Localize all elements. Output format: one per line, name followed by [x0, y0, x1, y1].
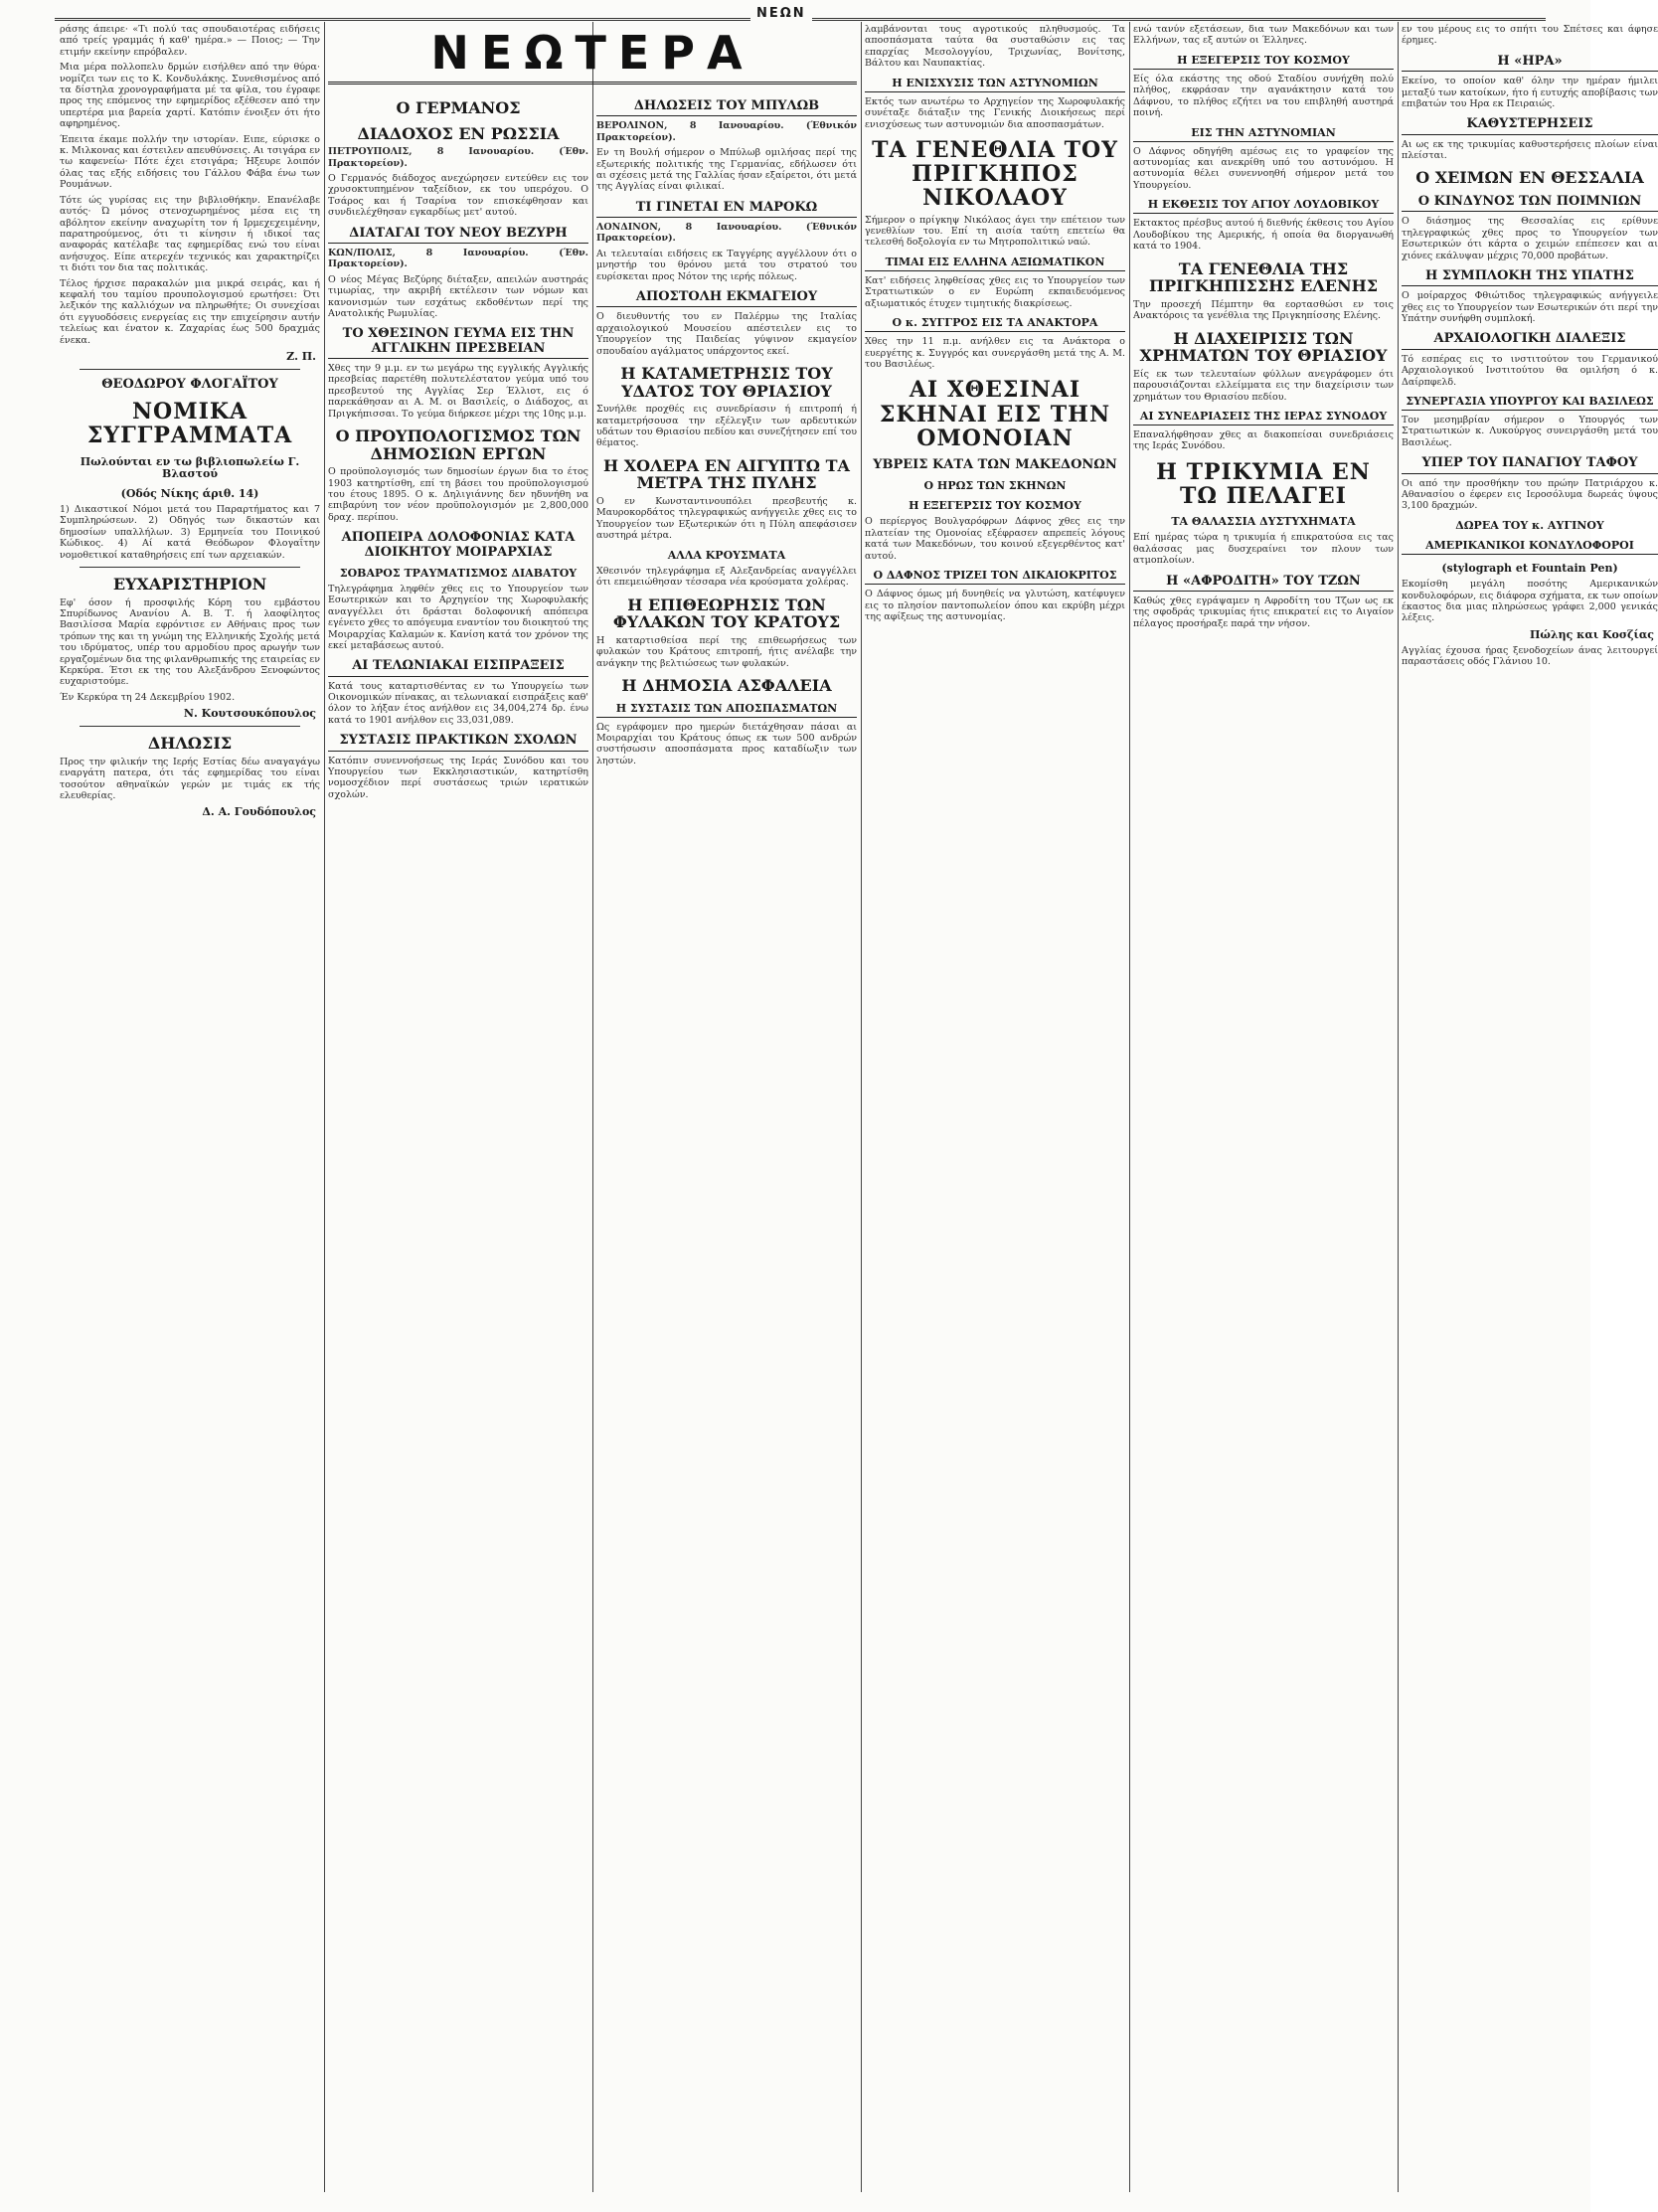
- headline: Η ΣΥΜΠΛΟΚΗ ΤΗΣ ΥΠΑΤΗΣ: [1402, 269, 1658, 286]
- article-text: Τηλεγράφημα ληφθέν χθες εις το Υπουργείον των Εσωτερικών και το Αρχηγείον της Χωροφυλακής αναγγέλλει ότι δράσται δολοφονική απόπειρα εγένετο χθες το απόγευμα εναντίον του διοικητού της Μοιραρχίας Καλαμών κ. Κανίση κατά τον χρόνον της εκεί μεταβάσεως αυτού.: [328, 583, 589, 651]
- article-text: ράσης άπειρε· «Τι πολύ τας σπουδαιοτέρας ειδήσεις από τρείς γραμμάς ή καθ' ημέρα.» — Ποιος; — Την ετιμήν εκείνην επρόβαλεν.: [60, 24, 320, 58]
- headline: ΕΙΣ ΤΗΝ ΑΣΤΥΝΟΜΙΑΝ: [1133, 127, 1394, 142]
- article-text: Κατόπιν συνεννοήσεως της Ιεράς Συνόδου και του Υπουργείου των Εκκλησιαστικών, κατηρτίσθη νομοσχέδιον περί συστάσεως τριών ιερατικών σχολών.: [328, 755, 588, 800]
- headline: Ο ΧΕΙΜΩΝ ΕΝ ΘΕΣΣΑΛΙΑ: [1415, 168, 1644, 188]
- article-text: ενώ τανύν εξετάσεων, δια των Μακεδόνων και των Ελλήνων, τας εξ αυτών οι Έλληνες.: [1133, 24, 1394, 47]
- headline: ΣΥΣΤΑΣΙΣ ΠΡΑΚΤΙΚΩΝ ΣΧΟΛΩΝ: [328, 734, 588, 751]
- column-4: [865, 24, 1125, 2192]
- headline: Η ΕΝΙΣΧΥΣΙΣ ΤΩΝ ΑΣΤΥΝΟΜΙΩΝ: [865, 78, 1125, 92]
- headline: ΥΠΕΡ ΤΟΥ ΠΑΝΑΓΙΟΥ ΤΑΦΟΥ: [1402, 456, 1658, 473]
- article-text: Επί ημέρας τώρα η τρικυμία ή επικρατούσα εις τας θαλάσσας μας δυσχεραίνει τον πλουν των ατμοπλοίων.: [1133, 532, 1394, 567]
- column-divider: [1129, 22, 1130, 2192]
- ad-title: ΝΟΜΙΚΑ ΣΥΓΓΡΑΜΜΑΤΑ: [86, 399, 293, 449]
- column-3: [596, 91, 857, 2192]
- headline: ΑΠΟΠΕΙΡΑ ΔΟΛΟΦΟΝΙΑΣ ΚΑΤΑ ΔΙΟΙΚΗΤΟΥ ΜΟΙΡΑΡΧΙΑΣ: [341, 530, 576, 560]
- headline: ΤΙ ΓΙΝΕΤΑΙ ΕΝ ΜΑΡΟΚΩ: [596, 201, 857, 218]
- article-text: Η καταρτισθείσα περί της επιθεωρήσεως των φυλακών του Κράτους επιτροπή, ήτις ανέλαβε την ανάγκην της βελτιώσεως των φυλακών.: [596, 634, 857, 669]
- article-text: Επαναλήφθησαν χθες αι διακοπείσαι συνεδριάσεις της Ιεράς Συνόδου.: [1133, 429, 1394, 452]
- article-text: Τότε ώς γυρίσας εις την βιβλιοθήκην. Επανέλαβε αυτός· Ώ μόνος στενοχωρημένος μέσα εις τη αβόλητον εκείνην αναχωρίτη τον ή Ιρμεχεχειμένην, παρατηρούμενος, ότι τι κίνησιν ή ιδικοί τας αναφοράς κατέλαβε τας εφημερίδας ενώ του είναι ανήσυχος. Είπε ατερεχέν τεχνικός και χαρακτηρίζει τι διότι τον δια τας πολιτικάς.: [60, 194, 320, 274]
- headline: Η ΤΡΙΚΥΜΙΑ ΕΝ ΤΩ ΠΕΛΑΓΕΙ: [1156, 458, 1371, 510]
- divider: [80, 369, 300, 370]
- headline: Η ΧΟΛΕΡΑ ΕΝ ΑΙΓΥΠΤΩ ΤΑ ΜΕΤΡΑ ΤΗΣ ΠΥΛΗΣ: [603, 455, 850, 493]
- article-text: Έπειτα έκαμε πολλήν την ιστορίαν. Ειπε, εύρισκε ο κ. Μιλκονας και έστειλεν απευθύνσεις. Αι τσιγάρα εν τω καφενείω· Πότε έχει ετσιγάρα; Ήξευρε λοιπόν όλας τας εξής ειδήσεις του Γάλλου Φάβα ένω των Ρουμάνων.: [60, 133, 320, 191]
- column-6: [1402, 24, 1658, 2192]
- headline: Ο κ. ΣΥΓΓΡΟΣ ΕΙΣ ΤΑ ΑΝΑΚΤΟΡΑ: [865, 317, 1125, 332]
- headline: Ο ΔΑΦΝΟΣ ΤΡΙΖΕΙ ΤΟΝ ΔΙΚΑΙΟΚΡΙΤΟΣ: [865, 570, 1125, 585]
- subheadline: Ο ΚΙΝΔΥΝΟΣ ΤΩΝ ΠΟΙΜΝΙΩΝ: [1402, 195, 1658, 212]
- notice-date: Έν Κερκύρα τη 24 Δεκεμβρίου 1902.: [60, 691, 236, 703]
- headline: ΤΑ ΓΕΝΕΘΛΙΑ ΤΗΣ ΠΡΙΓΚΗΠΙΣΣΗΣ ΕΛΕΝΗΣ: [1148, 258, 1379, 296]
- article-text: εν του μέρους εις το σπήτι του Σπέτσες και άφησε έρημες.: [1402, 24, 1658, 47]
- section-banner: [328, 22, 857, 85]
- ad-text: 1) Δικαστικοί Νόμοι μετά του Παραρτήματος και 7 Συμπληρώσεων. 2) Οδηγός των δικαστών και δημοσίων υπαλλήλων. 3) Ερμηνεία του Ποινικού Κώδικος. 4) Αί κατά Θεόδωρον Φλογαΐτην νομοθετικοί καταθηρήσεις επί των αρχειακών.: [60, 503, 320, 561]
- article-text: Ο προϋπολογισμός των δημοσίων έργων δια το έτος 1903 κατηρτίσθη, επί τη βάσει του προϋπολογισμού του έτους 1895. Ο κ. Δηλιγιάννης δεν ηδυνήθη να επιβαρύνη τον νέον προϋπολογισμόν με 2,800,000 δραχ. περίπου.: [328, 466, 588, 523]
- page-number: ΝΕΩΝ: [750, 6, 812, 21]
- headline: Η ΔΙΑΧΕΙΡΙΣΙΣ ΤΩΝ ΧΡΗΜΑΤΩΝ ΤΟΥ ΘΡΙΑΣΙΟΥ: [1139, 328, 1388, 366]
- headline: Η ΚΑΤΑΜΕΤΡΗΣΙΣ ΤΟΥ ΥΔΑΤΟΣ ΤΟΥ ΘΡΙΑΣΙΟΥ: [620, 363, 833, 401]
- article-text: Αι ως εκ της τρικυμίας καθυστερήσεις πλοίων είναι πλείσται.: [1402, 138, 1658, 162]
- notice-signature: Δ. Α. Γουδόπουλος: [202, 805, 316, 819]
- article-text: Εκείνο, το οποίον καθ' όλην την ημέραν ήμιλει μεταξύ των κατοίκων, ήτο ή ευτυχής αποβίβασις των επιβατών του Ηρα εκ Πειραιώς.: [1402, 76, 1658, 109]
- article-text: Ο περίεργος Βουλγαρόφρων Δάφνος χθες εις την πλατείαν της Ομονοίας εξέφρασεν απρεπείς λόγους κατά των Μακεδόνων, του κοινού εξεγερθέντος κατ' αυτού.: [865, 516, 1125, 562]
- article-text: Τό εσπέρας εις το ινστιτούτον του Γερμανικού Αρχαιολογικού Ινστιτούτου θα ομιλήση ό κ. Δαίρπφελδ.: [1402, 353, 1658, 388]
- headline: Η «ΑΦΡΟΔΙΤΗ» ΤΟΥ ΤΖΩΝ: [1133, 575, 1394, 592]
- headline: ΤΙΜΑΙ ΕΙΣ ΕΛΛΗΝΑ ΑΞΙΩΜΑΤΙΚΟΝ: [865, 256, 1125, 271]
- headline: ΔΙΑΤΑΓΑΙ ΤΟΥ ΝΕΟΥ ΒΕΖΥΡΗ: [328, 227, 588, 244]
- article-text: Μια μέρα πολλοπελυ δρμών εισήλθεν από την θύρα· νομίζει των εις το Κ. Κονδυλάκης. Συνεθισμένος από τα δίστηλα χρονογραφήματα μέ τα φίλα, του έγραφε προς της επόμενος την εφημερίδος εξέθεσεν από την υπερτέρα μια βαρεία χαρτί. Κατόπιν ένοιξεν ότι ήτο αφηρημένος.: [60, 62, 320, 130]
- ad-subtitle: Πωλούνται εν τω βιβλιοπωλείω Γ. Βλαστού: [80, 454, 300, 480]
- article-text: Εν τη Βουλή σήμερον ο Μπύλωβ ομιλήσας περί της εξωτερικής πολιτικής της Γερμανίας, εδήλωσεν ότι αι σχέσεις μετά της Γαλλίας ήσαν εξαίρετοι, ότι μετά της Αγγλίας είναι φιλικαί.: [596, 147, 857, 193]
- headline: Η ΕΞΕΓΕΡΣΙΣ ΤΟΥ ΚΟΣΜΟΥ: [1133, 55, 1394, 70]
- ad-author: ΘΕΟΔΩΡΟΥ ΦΛΟΓΑΪΤΟΥ: [101, 376, 278, 392]
- subheadline: ΤΑ ΘΑΛΑΣΣΙΑ ΔΥΣΤΥΧΗΜΑΤΑ: [1171, 515, 1356, 529]
- article-text: Ο διάσημος της Θεσσαλίας εις ερίθυνε τηλεγραφικώς χθες προς το Υπουργείον των Εσωτερικών ότι κάρτα ο χειμών επέπεσεν και αι χιόνες εκάλυψαν μέχρις 70,000 προβάτων.: [1402, 216, 1658, 261]
- article-signature: Πώλης και Κοσζίας: [1530, 627, 1654, 641]
- article-signature: Ζ. Π.: [286, 349, 316, 363]
- notice-title: ΔΗΛΩΣΙΣ: [147, 734, 233, 754]
- headline: ΔΙΑΔΟΧΟΣ ΕΝ ΡΩΣΣΙΑ: [357, 123, 560, 143]
- article-text: Είς εκ των τελευταίων φύλλων ανεγράφομεν ότι παρουσιάζονται ελλείμματα εις την διαχείρισιν των χρημάτων του Θριασίου πεδίου.: [1133, 368, 1394, 403]
- article-text: Χθεσινόν τηλεγράφημα εξ Αλεξανδρείας αναγγέλλει ότι επεμειώθησαν τέσσαρα νέα κρούσματα χολέρας.: [596, 565, 857, 589]
- column-divider: [1398, 22, 1399, 2192]
- article-text: Σήμερον ο πρίγκηψ Νικόλαος άγει την επέτειον των γενεθλίων του. Επί τη αισία ταύτη επετείω θα τελεσθή δοξολογία εν τω Μητροπολιτικώ ναώ.: [865, 214, 1125, 249]
- headline: ΑΡΧΑΙΟΛΟΓΙΚΗ ΔΙΑΛΕΞΙΣ: [1402, 332, 1658, 349]
- ad-address: (Οδός Νίκης άριθ. 14): [120, 486, 259, 500]
- headline: ΑΜΕΡΙΚΑΝΙΚΟΙ ΚΟΝΔΥΛΟΦΟΡΟΙ: [1402, 540, 1658, 555]
- headline: ΑΙ ΤΕΛΩΝΙΑΚΑΙ ΕΙΣΠΡΑΞΕΙΣ: [328, 659, 588, 676]
- headline: ΑΙ ΣΥΝΕΔΡΙΑΣΕΙΣ ΤΗΣ ΙΕΡΑΣ ΣΥΝΟΔΟΥ: [1133, 411, 1394, 425]
- article-text: Κατ' ειδήσεις ληφθείσας χθες εις το Υπουργείον των Στρατιωτικών ο εν Ευρώπη εκπαιδευόμενος αξιωματικός έτυχεν τιμητικής διακρίσεως.: [865, 274, 1125, 309]
- headline: Η «ΗΡΑ»: [1402, 55, 1658, 72]
- headline: ΑΙ ΧΘΕΣΙΝΑΙ ΣΚΗΝΑΙ ΕΙΣ ΤΗΝ ΟΜΟΝΟΙΑΝ: [879, 377, 1111, 451]
- subheadline: ΑΛΛΑ ΚΡΟΥΣΜΑΤΑ: [667, 548, 786, 562]
- article-text: Χθες την 11 π.μ. ανήλθεν εις τα Ανάκτορα ο ευεργέτης κ. Συγγρός και συνεργάσθη μετά της Α. Μ. του Βασιλέως.: [865, 336, 1125, 370]
- headline: ΚΑΘΥΣΤΕΡΗΣΕΙΣ: [1402, 117, 1658, 134]
- article-text: Κατά τους καταρτισθέντας εν τω Υπουργείω των Οικονομικών πίνακας, αι τελωνιακαί εισπράξεις καθ' όλον το λήξαν έτος ανήλθον εις 34,004,274 δρ. ένω κατά το 1901 ανήλθον εις 33,031,089.: [328, 680, 588, 726]
- subheadline: (stylograph et Fountain Pen): [1441, 562, 1618, 575]
- article-text: Ο νέος Μέγας Βεζύρης διέταξεν, απειλών αυστηράς τιμωρίας, την ακριβή εκτέλεσιν των νόμων και κανονισμών των εσχάτως εκδοθέντων περί της Ανατολικής Ρωμυλίας.: [328, 273, 588, 319]
- article-text: Εκομίσθη μεγάλη ποσότης Αμερικανικών κονδυλοφόρων, εις διάφορα σχήματα, εκ των οποίων έκαστος δια μιας πληρώσεως γράφει 2,000 γενικάς λέξεις.: [1402, 579, 1658, 624]
- headline: ΔΗΛΩΣΕΙΣ ΤΟΥ ΜΠΥΛΩΒ: [596, 99, 857, 116]
- notice-text: Προς την φιλικήν της Ιερής Εστίας δέω αναγαγάγω εναργάτη πατερα, ότι τάς εφημερίδας του είναι τοσούτον αθηναϊκών γερών με τιμάς εκ τής ελευθερίας.: [60, 756, 320, 802]
- headline: ΤΟ ΧΘΕΣΙΝΟΝ ΓΕΥΜΑ ΕΙΣ ΤΗΝ ΑΓΓΛΙΚΗΝ ΠΡΕΣΒΕΙΑΝ: [328, 327, 588, 359]
- column-5: [1133, 24, 1394, 2192]
- article-text: Ο διευθυντής του εν Παλέρμω της Ιταλίας αρχαιολογικού Μουσείου απέστειλεν εις το Υπουργείον της Παιδείας γύψινον εκμαγείον σπουδαίου αγάλματος υπάρχοντος εκεί.: [596, 311, 857, 357]
- article-text: Ο Δάφνος οδηγήθη αμέσως εις το γραφείον της αστυνομίας και ανεκρίθη υπό του αστυνόμου. Η αστυνομία θέλει συνεννοηθή σήμερον μετά του Υπουργείου.: [1133, 145, 1394, 191]
- article-text: Χθες την 9 μ.μ. εν τω μεγάρω της εγγλικής Αγγλικής πρεσβείας παρετέθη πολυτελέστατον γεύμα υπό του πρεσβευτού της Αγγλίας Σερ Έλλιοτ, εις ό παρεκάθησαν αι Α. Μ. οι Βασιλείς, ο Διάδοχος, αι Πριγκήπισσαι. Το γεύμα διήρκεσε μέχρι της 10ης μ.μ.: [328, 362, 588, 420]
- subheadline: Ο ΗΡΩΣ ΤΩΝ ΣΚΗΝΩΝ: [923, 479, 1067, 493]
- subheadline: ΥΒΡΕΙΣ ΚΑΤΑ ΤΩΝ ΜΑΚΕΔΟΝΩΝ: [873, 456, 1117, 472]
- article-text: Ως εγράφομεν προ ημερών διετάχθησαν πάσαι αι Μοιραρχίαι του Κράτους όπως εκ των 500 ανδρών συστήσωσιν αποσπάσματα προς καταδίωξιν των ληστών.: [596, 721, 857, 766]
- column-divider: [592, 22, 593, 2192]
- notice-signature: Ν. Κουτσουκόπουλος: [183, 707, 316, 721]
- headline: ΣΥΝΕΡΓΑΣΙΑ ΥΠΟΥΡΓΟΥ ΚΑΙ ΒΑΣΙΛΕΩΣ: [1402, 396, 1658, 411]
- headline: Ο ΓΕΡΜΑΝΟΣ: [396, 98, 521, 117]
- subheadline: Η ΕΞΕΓΕΡΣΙΣ ΤΟΥ ΚΟΣΜΟΥ: [909, 499, 1081, 513]
- article-text: Εκτακτος πρέσβυς αυτού ή διεθνής έκθεσις του Αγίου Λουδοβίκου της Αμερικής, ή οποία θα διοργανωθή κατά το 1904.: [1133, 218, 1394, 253]
- subheadline: ΔΩΡΕΑ ΤΟΥ κ. ΑΥΓΙΝΟΥ: [1455, 518, 1604, 532]
- article-text: Ο μοίραρχος Φθιώτιδος τηλεγραφικώς ανήγγειλε χθες εις το Υπουργείον των Εσωτερικών ότι περί την Υπάτην συνήφθη συμπλοκή.: [1402, 290, 1658, 325]
- dateline: ΛΟΝΔΙΝΟΝ, 8 Ιανουαρίου. (Έθνικόν Πρακτορείον).: [596, 222, 857, 245]
- headline: Ο ΠΡΟΥΠΟΛΟΓΙΣΜΟΣ ΤΩΝ ΔΗΜΟΣΙΩΝ ΕΡΓΩΝ: [335, 425, 581, 463]
- article-text: Οι από την προσθήκην του πρώην Πατριάρχου κ. Αθανασίου ο έφερεν εις Ιεροσόλυμα δωρεάς ύψους 3,100 δραχμών.: [1402, 477, 1658, 512]
- dateline: ΠΕΤΡΟΥΠΟΛΙΣ, 8 Ιανουαρίου. (Έθν. Πρακτορείον).: [328, 146, 588, 169]
- column-divider: [324, 22, 325, 2192]
- dateline: ΚΩΝ/ΠΟΛΙΣ, 8 Ιανουαρίου. (Έθν. Πρακτορείον).: [328, 247, 588, 270]
- page-header-rule: [55, 8, 1546, 22]
- article-text: λαμβάνονται τους αγροτικούς πληθυσμούς. Τα αποσπάσματα ταύτα θα συσταθώσιν εις τας επαρχίας Μεσολογγίου, Τριχωνίας, Βονίτσης, Βάλτου και Ναυπακτίας.: [865, 24, 1125, 70]
- article-text: Καθώς χθες εγράψαμεν η Αφροδίτη του Τζων ως εκ της σφοδράς τρικυμίας ήτις επικρατεί εις το Αιγαίον πέλαγος προσήραξε παρά την νήσον.: [1133, 595, 1394, 629]
- subheadline: ΣΟΒΑΡΟΣ ΤΡΑΥΜΑΤΙΣΜΟΣ ΔΙΑΒΑΤΟΥ: [339, 566, 578, 580]
- column-2: [328, 91, 588, 2192]
- article-text: Ο Δάφνος όμως μή δυνηθείς να γλυτώση, κατέφυγεν εις το πλησίον παντοπωλείον όπου και εκρύβη μέχρι της αφίξεως της αστυνομίας.: [865, 589, 1125, 622]
- article-text: Συνήλθε προχθές εις συνεδρίασιν ή επιτροπή ή καταμετρήσουσα την εξέλεγξιν των αρδευτικών υδάτων του Θριασίου πεδίου και συνεζήτησεν επί του θέματος.: [596, 404, 857, 449]
- notice-title: ΕΥΧΑΡΙΣΤΗΡΙΟΝ: [112, 574, 267, 594]
- article-text: Ο Γερμανός διάδοχος ανεχώρησεν εντεύθεν εις τον χρυσοκτυπημένον ταξείδιον, εκ του υπερόχου. Ο Τσάρος και ή Τσαρίνα τον επισκέφθησαν και συνδιελέχθησαν εγκαρδίως μετ' αυτού.: [328, 173, 588, 219]
- article-text: Είς όλα εκάστης της οδού Σταδίου συνήχθη πολύ πλήθος, εκφράσαν την αγανάκτησιν κατά του Δάφνου, το πλήθος εζήτει να του επιβληθή αυστηρά ποινή.: [1133, 73, 1394, 119]
- article-text: Αγγλίας έχουσα ήρας ξενοδοχείων άνας λειτουργεί παραστάσεις οδός Γλάνιου 10.: [1402, 644, 1658, 668]
- column-divider: [861, 22, 862, 2192]
- article-text: Την προσεχή Πέμπτην θα εορτασθώσι εν τοις Ανακτόροις τα γενέθλια της Πριγκηπίσσης Ελένης.: [1133, 298, 1394, 322]
- column-1: [60, 24, 320, 2192]
- article-text: Τέλος ήρχισε παρακαλών μια μικρά σειράς, και ή κεφαλή του ταμίου προυπολογισμού ερωτήσει: Ότι λεξικόν της καλλιόχων να πληρωθήτε; Οι συνεχίσαι ότι εγγυοδόσεις ενεργείας εις την επιχείρησιν αυτήν τελείως και ένατον κ. Ζαχαρίας έως 500 δραχμάς ένεκα.: [60, 277, 320, 346]
- article-text: Τον μεσημβρίαν σήμερον ο Υπουργός των Στρατιωτικών κ. Λυκούργος συνειργάσθη μετά του Βασιλέως.: [1402, 415, 1658, 448]
- headline: Η ΕΠΙΘΕΩΡΗΣΙΣ ΤΩΝ ΦΥΛΑΚΩΝ ΤΟΥ ΚΡΑΤΟΥΣ: [612, 595, 841, 632]
- banner-title: ΝΕΩΤΕΡΑ: [430, 26, 754, 80]
- headline: Η ΔΗΜΟΣΙΑ ΑΣΦΑΛΕΙΑ: [621, 675, 832, 695]
- subheadline: Η ΣΥΣΤΑΣΙΣ ΤΩΝ ΑΠΟΣΠΑΣΜΑΤΩΝ: [596, 703, 857, 718]
- notice-text: Εφ' όσον ή προσφιλής Κόρη του εμβάστου Σπυρίδωνος Ανανίου Α. Β. Τ. ή λαοφίλητος Βασιλίσσα Μαρία εφρόντισε εν Αθήναις προς των τρόπων της και τη γνώμη της Ελληνικής Σχολής μετά του ιδρύματος, υπέρ του αρμοδίου προς αρωγήν των εργαζομένων δια της φιλανθρωπικής της εταιρείας εν Κερκύρα. Έτσι εκ της του Αλεξάνδρου Ξενοφώντος ευχαριστούμε.: [60, 596, 320, 688]
- headline: Η ΕΚΘΕΣΙΣ ΤΟΥ ΑΓΙΟΥ ΛΟΥΔΟΒΙΚΟΥ: [1133, 199, 1394, 214]
- divider: [80, 567, 300, 568]
- article-text: Εκτός των ανωτέρω το Αρχηγείον της Χωροφυλακής συνέταξε διάταξιν της Γενικής Διοικήσεως περί ενισχύσεως των αστυνομιών δια αποσπασμάτων.: [865, 95, 1125, 130]
- article-text: Ο εν Κωνσταντινουπόλει πρεσβευτής κ. Μαυροκορδάτος τηλεγραφικώς ανήγγειλε χθες εις το Υπουργείον των Εξωτερικών ότι η Πύλη απεφάσισεν αυστηρά μέτρα.: [596, 495, 857, 542]
- dateline: ΒΕΡΟΛΙΝΟΝ, 8 Ιανουαρίου. (Έθνικόν Πρακτορείον).: [596, 120, 857, 143]
- headline: ΤΑ ΓΕΝΕΘΛΙΑ ΤΟΥ ΠΡΙΓΚΗΠΟΣ ΝΙΚΟΛΑΟΥ: [872, 136, 1118, 212]
- divider: [80, 726, 300, 727]
- article-text: Αι τελευταίαι ειδήσεις εκ Ταγγέρης αγγέλλουν ότι ο μνηστήρ του θρόνου μετά του στρατού του ευρίσκεται προς Νότον της ιερής πόλεως.: [596, 248, 857, 282]
- headline: ΑΠΟΣΤΟΛΗ ΕΚΜΑΓΕΙΟΥ: [596, 290, 857, 307]
